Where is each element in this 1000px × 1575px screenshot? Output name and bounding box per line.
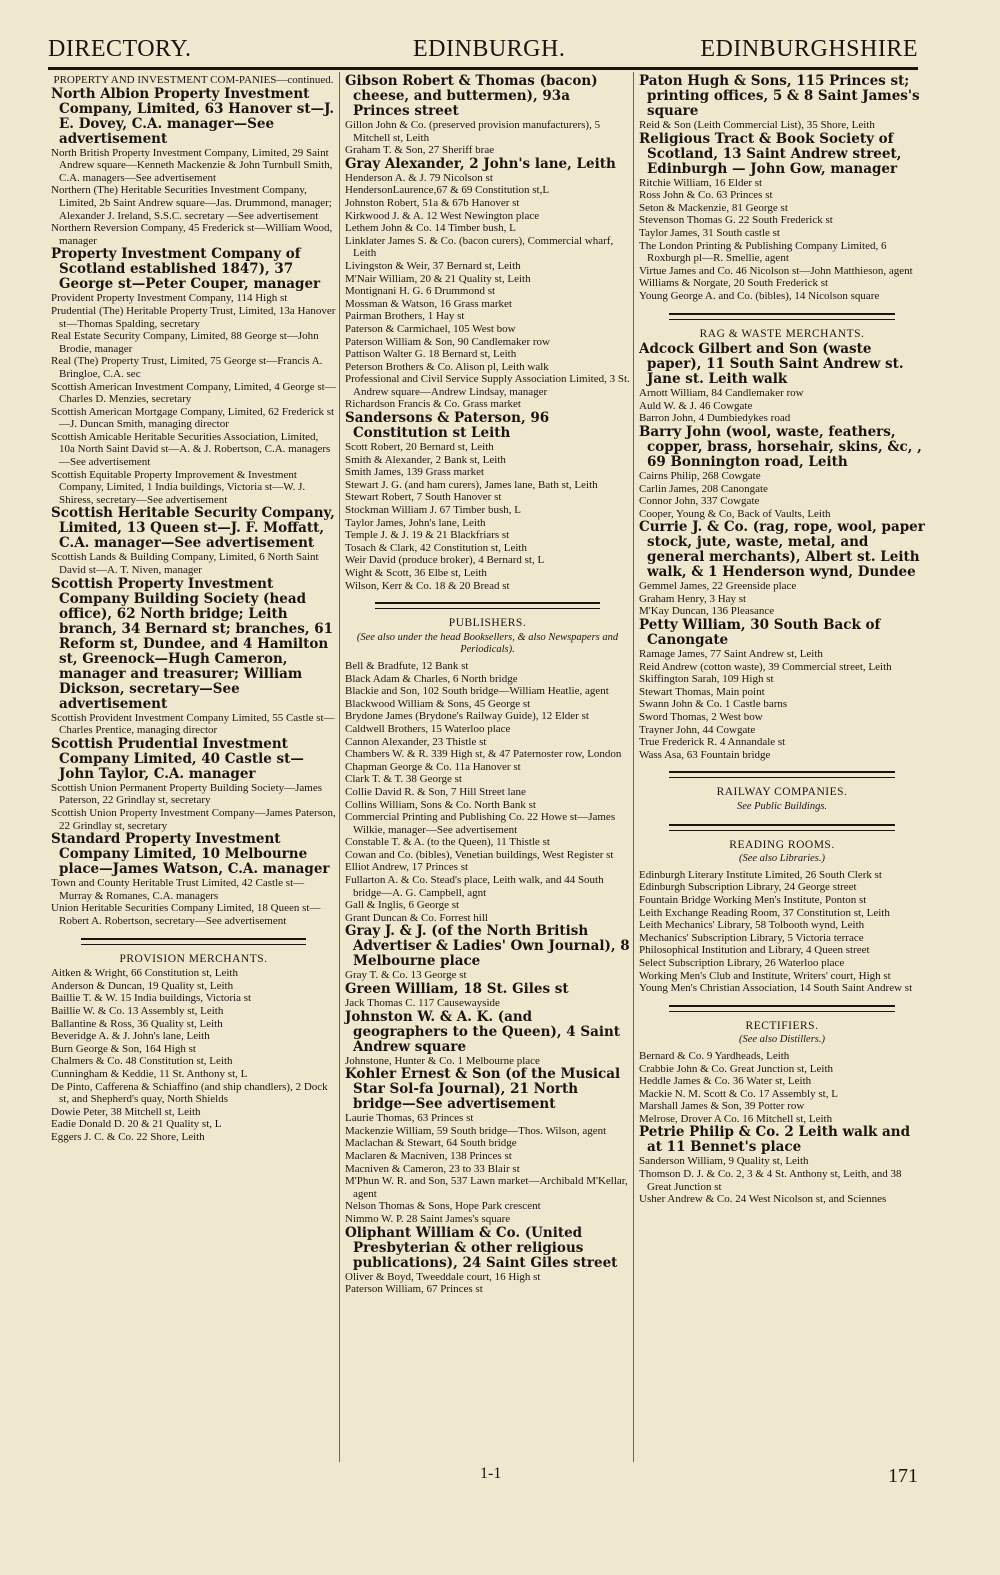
directory-listing: Clark T. & T. 38 George st [345, 773, 462, 786]
section-note: (See also Libraries.) [738, 853, 826, 865]
section-heading: RAG & WASTE MERCHANTS. [699, 327, 865, 340]
directory-listing: Collie David R. & Son, 7 Hill Street lane [345, 785, 526, 798]
directory-listing: Mossman & Watson, 16 Grass market [345, 297, 512, 310]
directory-listing: Johnstone, Hunter & Co. 1 Melbourne place [345, 1054, 540, 1067]
directory-listing: Smith James, 139 Grass market [345, 466, 485, 479]
directory-listing: Scottish Lands & Building Company, Limited, 6 North Saint David st—A. T. Niven, manager [51, 551, 319, 577]
directory-listing: Skiffington Sarah, 109 High st [639, 673, 774, 686]
section-heading: RAILWAY COMPANIES. [716, 786, 848, 799]
directory-listing: Stevenson Thomas G. 22 South Frederick st [639, 214, 833, 227]
directory-listing: Paterson William & Son, 90 Candlemaker row [345, 335, 550, 348]
directory-listing: Auld W. & J. 46 Cowgate [639, 399, 753, 412]
directory-listing: Scottish Amicable Heritable Securities Association, Limited, 10a North Saint David st—A. & J. Robertson, C.A. managers—See advertisement [51, 430, 331, 469]
featured-listing: Religious Tract & Book Society of Scotland, 13 Saint Andrew street, Edinburgh — John Gow, manager [639, 130, 902, 177]
directory-listing: Maclachan & Stewart, 64 South bridge [345, 1137, 517, 1150]
directory-listing: M'Nair William, 20 & 21 Quality st, Leith [345, 272, 531, 285]
directory-listing: Jack Thomas C. 117 Causewayside [345, 997, 500, 1010]
featured-listing: Oliphant William & Co. (United Presbyterian & other religious publications), 24 Saint Giles street [345, 1224, 618, 1271]
directory-listing: Scott Robert, 20 Bernard st, Leith [345, 441, 494, 454]
directory-listing: Burn George & Son, 164 High st [51, 1042, 196, 1055]
directory-listing: Baillie T. & W. 15 India buildings, Victoria st [51, 992, 252, 1005]
directory-listing: Reid & Son (Leith Commercial List), 35 Shore, Leith [639, 119, 875, 131]
signature-mark: 1-1 [480, 1465, 502, 1482]
featured-listing: Property Investment Company of Scotland established 1847), 37 George st—Peter Couper, manager [51, 246, 321, 293]
directory-listing: Prudential (The) Heritable Property Trust, Limited, 13a Hanover st—Thomas Spalding, secretary [51, 304, 336, 330]
directory-listing: Collins William, Sons & Co. North Bank st [345, 798, 536, 811]
directory-listing: Pattison Walter G. 18 Bernard st, Leith [345, 348, 517, 361]
directory-listing: Real Estate Security Company, Limited, 88 George st—John Brodie, manager [51, 330, 319, 355]
directory-listing: Eggers J. C. & Co. 22 Shore, Leith [51, 1130, 205, 1143]
directory-listing: Laurie Thomas, 63 Princes st [345, 1112, 474, 1125]
directory-listing: Elliot Andrew, 17 Princes st [345, 861, 469, 874]
featured-listing: Gibson Robert & Thomas (bacon) cheese, and buttermen), 93a Princes street [345, 73, 598, 119]
directory-listing: Ritchie William, 16 Elder st [639, 176, 763, 189]
column-3 [639, 74, 925, 1206]
directory-listing: Melrose, Drover A Co. 16 Mitchell st, Leith [639, 1112, 833, 1125]
featured-listing: Scottish Prudential Investment Company Limited, 40 Castle st—John Taylor, C.A. manager [51, 735, 304, 782]
directory-listing: Stockman William J. 67 Timber bush, L [345, 504, 521, 517]
featured-listing: Gray Alexander, 2 John's lane, Leith [345, 155, 616, 172]
directory-listing: Cunningham & Keddie, 11 St. Anthony st, L [51, 1067, 248, 1080]
section-divider [669, 1005, 895, 1012]
directory-listing: HendersonLaurence,67 & 69 Constitution st,L [345, 184, 550, 197]
directory-listing: Pairman Brothers, 1 Hay st [345, 310, 465, 323]
directory-listing: Nelson Thomas & Sons, Hope Park crescent [345, 1200, 541, 1213]
featured-listing: Scottish Heritable Security Company, Limited, 13 Queen st—J. F. Moffatt, C.A. manager—See advertisement [51, 505, 335, 552]
directory-listing: North British Property Investment Company, Limited, 29 Saint Andrew square—Kenneth Mackenzie & John Turnbull Smith, C.A. managers—See advertisement [51, 146, 333, 184]
directory-listing: Fullarton A. & Co. Stead's place, Leith walk, and 44 South bridge—A. G. Campbell, agnt [345, 874, 604, 899]
directory-listing: Leith Mechanics' Library, 58 Tolbooth wynd, Leith [639, 919, 865, 932]
directory-listing: Caldwell Brothers, 15 Waterloo place [345, 722, 511, 735]
section-heading: READING ROOMS. [729, 838, 835, 851]
directory-listing: Henderson A. & J. 79 Nicolson st [345, 171, 493, 184]
directory-listing: Baillie W. & Co. 13 Assembly st, Leith [51, 1004, 224, 1017]
directory-listing: Carlin James, 208 Canongate [639, 482, 768, 495]
directory-listing: Wass Asa, 63 Fountain bridge [639, 748, 771, 761]
directory-listing: De Pinto, Cafferena & Schiaffino (and ship chandlers), 2 Dock st, and Shepherd's quay, North Shields [51, 1080, 328, 1106]
directory-listing: Northern (The) Heritable Securities Investment Company, Limited, 2b Saint Andrew square—Jas. Drummond, manager; Alexander J. Ireland, S.S.C. secretary —See advertisement [51, 184, 332, 222]
directory-listing: Usher Andrew & Co. 24 West Nicolson st, and Sciennes [639, 1193, 887, 1206]
page-number: 171 [888, 1465, 918, 1487]
directory-listing: Nimmo W. P. 28 Saint James's square [345, 1212, 511, 1225]
featured-listing: Paton Hugh & Sons, 115 Princes st; printing offices, 5 & 8 Saint James's square [639, 73, 920, 119]
directory-listing: Oliver & Boyd, Tweeddale court, 16 High st [345, 1270, 541, 1283]
directory-listing: Northern Reversion Company, 45 Frederick st—William Wood, manager [51, 222, 333, 247]
directory-listing: Chalmers & Co. 48 Constitution st, Leith [51, 1055, 233, 1068]
directory-listing: Bell & Bradfute, 12 Bank st [345, 659, 469, 672]
directory-listing: Richardson Francis & Co. Grass market [345, 398, 521, 411]
featured-listing: Adcock Gilbert and Son (waste paper), 11 South Saint Andrew st. Jane st. Leith walk [639, 341, 904, 388]
directory-listing: Chapman George & Co. 11a Hanover st [345, 760, 521, 773]
directory-listing: Crabbie John & Co. Great Junction st, Leith [639, 1062, 833, 1075]
directory-listing: Graham T. & Son, 27 Sheriff brae [345, 144, 495, 157]
header-center: EDINBURGH. [413, 36, 566, 62]
section-divider [669, 313, 895, 320]
directory-listing: Sanderson William, 9 Quality st, Leith [639, 1155, 809, 1168]
directory-listing: Scottish Union Permanent Property Building Society—James Paterson, 22 Grindlay st, secretary [51, 781, 323, 807]
directory-listing: Gray T. & Co. 13 George st [345, 969, 467, 982]
directory-listing: Connor John, 337 Cowgate [639, 495, 760, 508]
header-right: EDINBURGHSHIRE [700, 36, 918, 62]
directory-listing: Seton & Mackenzie, 81 George st [639, 201, 788, 214]
directory-listing: Grant Duncan & Co. Forrest hill [345, 911, 488, 924]
directory-listing: Constable T. & A. (to the Queen), 11 Thistle st [345, 836, 550, 849]
directory-listing: Arnott William, 84 Candlemaker row [639, 387, 804, 400]
directory-listing: Leith Exchange Reading Room, 37 Constitution st, Leith [639, 906, 890, 919]
directory-listing: Edinburgh Literary Institute Limited, 26 South Clerk st [639, 868, 882, 881]
directory-listing: Linklater James S. & Co. (bacon curers), Commercial wharf, Leith [345, 234, 614, 260]
column-divider [633, 72, 634, 1462]
directory-listing: Blackie and Son, 102 South bridge—William Heatlie, agent [345, 685, 609, 698]
directory-listing: Mechanics' Subscription Library, 5 Victoria terrace [639, 931, 864, 944]
directory-listing: Cairns Philip, 268 Cowgate [639, 469, 761, 482]
directory-listing: Stewart J. G. (and ham curers), James lane, Bath st, Leith [345, 478, 598, 491]
directory-listing: Gillon John & Co. (preserved provision manufacturers), 5 Mitchell st, Leith [345, 119, 601, 144]
section-note: (See also under the head Booksellers, & also Newspapers and Periodicals). [356, 631, 619, 656]
directory-listing: Heddle James & Co. 36 Water st, Leith [639, 1075, 812, 1088]
directory-listing: Tosach & Clark, 42 Constitution st, Leith [345, 541, 527, 554]
header-rule [48, 67, 918, 70]
directory-listing: Gall & Inglis, 6 George st [345, 899, 460, 912]
directory-listing: Scottish Equitable Property Improvement & Investment Company, Limited, 1 India buildings, Victoria st—W. J. Shiress, secretary—See advertisement [51, 468, 306, 506]
directory-listing: Beveridge A. & J. John's lane, Leith [51, 1030, 210, 1043]
directory-listing: Scottish Union Property Investment Company—James Paterson, 22 Grindlay st, secretary [51, 807, 336, 832]
directory-listing: Barron John, 4 Dumbiedykes road [639, 412, 791, 425]
directory-listing: Fountain Bridge Working Men's Institute, Ponton st [639, 893, 867, 906]
directory-listing: Trayner John, 44 Cowgate [639, 723, 756, 736]
directory-listing: True Frederick R. 4 Annandale st [639, 736, 786, 749]
column-1 [51, 74, 336, 1143]
directory-listing: Weir David (produce broker), 4 Bernard st, L [345, 554, 545, 567]
featured-listing: Scottish Property Investment Company Building Society (head office), 62 North bridge; Leith branch, 34 Bernard st; branches, 61 Reform st, Dundee, and 4 Hamilton st, Greenock—Hugh Cameron, manager and treasurer; William Dickson, secretary—See advertisement [51, 575, 334, 712]
directory-listing: Paterson & Carmichael, 105 West bow [345, 322, 516, 335]
directory-listing: Thomson D. J. & Co. 2, 3 & 4 St. Anthony st, Leith, and 38 Great Junction st [639, 1168, 902, 1193]
directory-listing: Blackwood William & Sons, 45 George st [345, 697, 531, 710]
featured-listing: Sandersons & Paterson, 96 Constitution st Leith [345, 410, 550, 442]
directory-listing: Brydone James (Brydone's Railway Guide), 12 Elder st [345, 710, 589, 723]
directory-listing: Professional and Civil Service Supply Association Limited, 3 St. Andrew square—Andrew Lindsay, manager [345, 373, 630, 398]
directory-listing: Scottish American Investment Company, Limited, 4 George st—Charles D. Menzies, secretary [51, 380, 336, 406]
directory-listing: Bernard & Co. 9 Yardheads, Leith [639, 1049, 790, 1062]
directory-listing: Working Men's Club and Institute, Writers' court, High st [639, 969, 891, 982]
directory-listing: Gemmel James, 22 Greenside place [639, 580, 797, 593]
directory-listing: Sword Thomas, 2 West bow [639, 711, 763, 724]
directory-listing: Chambers W. & R. 339 High st, & 47 Paternoster row, London [345, 748, 622, 761]
column-2 [345, 74, 630, 1296]
directory-listing: Taylor James, 31 South castle st [639, 226, 780, 239]
directory-listing: Ramage James, 77 Saint Andrew st, Leith [639, 648, 823, 661]
directory-listing: Marshall James & Son, 39 Potter row [639, 1100, 805, 1113]
directory-listing: Livingston & Weir, 37 Bernard st, Leith [345, 259, 521, 272]
directory-listing: Johnston Robert, 51a & 67b Hanover st [345, 196, 520, 209]
section-note: See Public Buildings. [736, 801, 828, 812]
directory-listing: Montignani H. G. 6 Drummond st [345, 285, 496, 298]
directory-listing: Philosophical Institution and Library, 4 Queen street [639, 944, 870, 957]
section-heading: PUBLISHERS. [448, 617, 527, 630]
directory-listing: Virtue James and Co. 46 Nicolson st—John Matthieson, agent [639, 264, 913, 277]
section-divider [669, 771, 895, 778]
column-divider [339, 72, 340, 1462]
directory-listing: Swann John & Co. 1 Castle barns [639, 698, 788, 711]
directory-listing: Ross John & Co. 63 Princes st [639, 189, 773, 202]
featured-listing: Green William, 18 St. Giles st [345, 981, 569, 998]
featured-listing: Standard Property Investment Company Limited, 10 Melbourne place—James Watson, C.A. manager [51, 831, 330, 878]
directory-listing: Williams & Norgate, 20 South Frederick st [639, 277, 829, 290]
directory-listing: Edinburgh Subscription Library, 24 George street [639, 881, 857, 894]
section-divider [375, 602, 600, 609]
directory-listing: Stewart Thomas, Main point [639, 685, 765, 698]
directory-listing: Taylor James, John's lane, Leith [345, 516, 486, 529]
directory-listing: Kirkwood J. & A. 12 West Newington place [345, 209, 540, 222]
directory-listing: Wight & Scott, 36 Elbe st, Leith [345, 567, 487, 579]
directory-listing: Cooper, Young & Co, Back of Vaults, Leith [639, 507, 831, 520]
directory-listing: Cannon Alexander, 23 Thistle st [345, 735, 487, 748]
directory-listing: Real (The) Property Trust, Limited, 75 George st—Francis A. Bringloe, C.A. sec [51, 355, 323, 380]
featured-listing: Kohler Ernest & Son (of the Musical Star Sol-fa Journal), 21 North bridge—See advertisement [345, 1066, 621, 1113]
directory-listing: Ballantine & Ross, 36 Quality st, Leith [51, 1017, 223, 1030]
directory-listing: Mackie N. M. Scott & Co. 17 Assembly st, L [639, 1087, 838, 1100]
directory-listing: Macniven & Cameron, 23 to 33 Blair st [345, 1162, 520, 1175]
directory-listing: Peterson Brothers & Co. Alison pl, Leith walk [345, 360, 549, 373]
directory-listing: M'Kay Duncan, 136 Pleasance [639, 605, 775, 618]
directory-listing: Eadie Donald D. 20 & 21 Quality st, L [51, 1118, 222, 1131]
directory-listing: Cowan and Co. (bibles), Venetian buildings, West Register st [345, 848, 614, 861]
section-divider [81, 938, 306, 945]
directory-listing: Commercial Printing and Publishing Co. 22 Howe st—James Wilkie, manager—See advertisement [345, 811, 616, 836]
directory-listing: Scottish Provident Investment Company Limited, 55 Castle st—Charles Prentice, managing director [51, 711, 335, 737]
featured-listing: Currie J. & Co. (rag, rope, wool, paper stock, jute, waste, metal, and general merchants), Albert st. Leith walk, & 1 Henderson wynd, Dundee [639, 519, 925, 581]
featured-listing: North Albion Property Investment Company, Limited, 63 Hanover st—J. E. Dovey, C.A. manager—See advertisement [51, 85, 335, 147]
directory-listing: Anderson & Duncan, 19 Quality st, Leith [51, 979, 234, 992]
featured-listing: Gray J. & J. (of the North British Advertiser & Ladies' Own Journal), 8 Melbourne place [345, 923, 630, 970]
directory-listing: Young George A. and Co. (bibles), 14 Nicolson square [639, 289, 880, 302]
directory-listing: Mackenzie William, 59 South bridge—Thos. Wilson, agent [345, 1124, 607, 1137]
header-left: DIRECTORY. [48, 36, 192, 62]
section-note: (See also Distillers.) [738, 1034, 826, 1046]
directory-listing: M'Phun W. R. and Son, 537 Lawn market—Archibald M'Kellar, agent [345, 1175, 628, 1200]
directory-listing: Union Heritable Securities Company Limited, 18 Queen st—Robert A. Robertson, secretary—See advertisement [51, 902, 321, 927]
directory-listing: Graham Henry, 3 Hay st [639, 592, 747, 605]
section-divider [669, 824, 895, 831]
directory-listing: Wilson, Kerr & Co. 18 & 20 Bread st [345, 579, 510, 592]
featured-listing: Barry John (wool, waste, feathers, copper, brass, horsehair, skins, &c, , 69 Bonnington road, Leith [639, 423, 922, 470]
directory-listing: Aitken & Wright, 66 Constitution st, Leith [51, 967, 238, 980]
directory-listing: Paterson William, 67 Princes st [345, 1283, 483, 1296]
directory-listing: Lethem John & Co. 14 Timber bush, L [345, 222, 516, 235]
section-heading: RECTIFIERS. [745, 1019, 819, 1032]
featured-listing: Johnston W. & A. K. (and geographers to the Queen), 4 Saint Andrew square [345, 1008, 620, 1055]
directory-listing: Stewart Robert, 7 South Hanover st [345, 491, 502, 504]
continued-section-heading: PROPERTY AND INVESTMENT COM-PANIES—continued. [53, 74, 334, 86]
directory-listing: Reid Andrew (cotton waste), 39 Commercial street, Leith [639, 660, 892, 673]
featured-listing: Petrie Philip & Co. 2 Leith walk and at 11 Bennet's place [639, 1124, 911, 1156]
directory-listing: Provident Property Investment Company, 114 High st [51, 292, 288, 305]
featured-listing: Petty William, 30 South Back of Canongate [639, 617, 881, 649]
directory-listing: The London Printing & Publishing Company Limited, 6 Roxburgh pl—R. Smellie, agent [639, 239, 887, 265]
directory-listing: Black Adam & Charles, 6 North bridge [345, 672, 518, 685]
directory-listing: Temple J. & J. 19 & 21 Blackfriars st [345, 529, 510, 542]
directory-listing: Smith & Alexander, 2 Bank st, Leith [345, 453, 506, 466]
directory-listing: Select Subscription Library, 26 Waterloo place [639, 956, 845, 969]
directory-listing: Young Men's Christian Association, 14 South Saint Andrew st [639, 982, 913, 995]
directory-listing: Maclaren & Macniven, 138 Princes st [345, 1150, 512, 1162]
section-heading: PROVISION MERCHANTS. [119, 952, 268, 965]
directory-listing: Town and County Heritable Trust Limited, 42 Castle st—Murray & Romanes, C.A. managers [51, 877, 305, 902]
running-header [48, 36, 918, 66]
directory-listing: Dowie Peter, 38 Mitchell st, Leith [51, 1105, 201, 1118]
directory-listing: Scottish American Mortgage Company, Limited, 62 Frederick st—J. Duncan Smith, managing director [51, 405, 335, 431]
